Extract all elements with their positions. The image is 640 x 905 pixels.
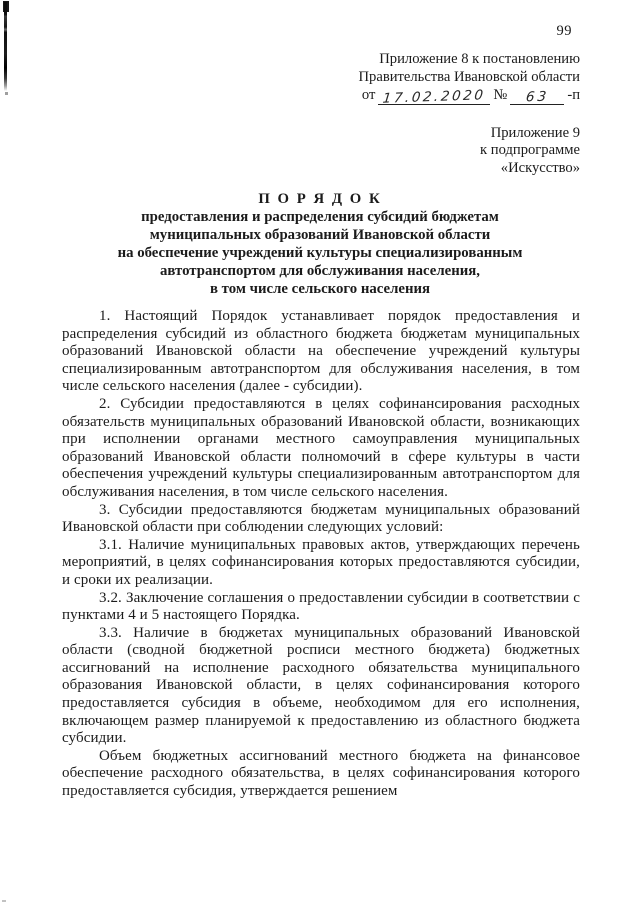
paragraph-2: 2. Субсидии предоставляются в целях софинансирования расходных обязательств муниципальных образований Ивановской области, возникающих при исполнении органами местного самоуправления муниципальных образований Ивановской области полномочий в сфере культуры в части обеспечения учреждений культуры специализированным автотранспортом для обслуживания населения, в том числе сельского населения. xyxy=(62,395,580,500)
number-sign: № xyxy=(493,87,508,103)
document-title xyxy=(60,190,580,298)
appendix8-line-1: Приложение 8 к постановлению xyxy=(379,51,580,67)
scan-artifact-dot xyxy=(5,92,8,95)
paragraph-3-3: 3.3. Наличие в бюджетах муниципальных образований Ивановской области (сводной бюджетной росписи местного бюджета) бюджетных ассигнований на исполнение расходного обязательства муниципального образования Ивановской области, в целях софинансирования которого предоставляется субсидия в объеме, необходимом для его исполнения, включающем размер планируемой к предоставлению из областного бюджета субсидии. xyxy=(62,624,580,747)
title-main: П О Р Я Д О К xyxy=(258,191,382,207)
handwritten-number: 63 xyxy=(524,88,550,105)
appendix9-line-2: к подпрограмме xyxy=(480,142,580,158)
paragraph-3-1: 3.1. Наличие муниципальных правовых актов, утверждающих перечень мероприятий, в целях софинансирования которых предоставляются субсидии, и сроки их реализации. xyxy=(62,536,580,588)
date-line xyxy=(359,87,580,105)
paragraph-3-2: 3.2. Заключение соглашения о предоставлении субсидии в соответствии с пунктами 4 и 5 настоящего Порядка. xyxy=(62,589,580,624)
paragraph-3-3-cont: Объем бюджетных ассигнований местного бюджета на финансовое обеспечение расходного обязательства, в целях софинансирования которого предоставляется субсидия, утверждается решением xyxy=(62,747,580,800)
handwritten-date: 17.02.2020 xyxy=(382,86,487,107)
date-suffix: -п xyxy=(567,87,580,103)
title-line-1: предоставления и распределения субсидий бюджетам xyxy=(141,209,499,225)
date-from-label: от xyxy=(361,87,376,103)
title-line-4: автотранспортом для обслуживания населения, xyxy=(159,263,481,279)
appendix9-line-3: «Искусство» xyxy=(500,159,580,176)
handwritten-date-slot xyxy=(378,86,490,107)
title-line-3: на обеспечение учреждений культуры специализированным xyxy=(117,245,523,261)
appendix-header xyxy=(359,51,580,177)
title-line-5: в том числе сельского населения xyxy=(209,281,431,297)
paragraph-1: 1. Настоящий Порядок устанавливает порядок предоставления и распределения субсидий из областного бюджета бюджетам муниципальных образований Ивановской области на обеспечение учреждений культуры специализированным автотранспортом для обслуживания населения, в том числе сельского населения (далее - субсидии). xyxy=(62,308,580,395)
appendix8-line-2: Правительства Ивановской области xyxy=(358,68,580,85)
subprogram-header xyxy=(359,125,580,178)
appendix9-line-1: Приложение 9 xyxy=(490,124,580,141)
paragraph-3: 3. Субсидии предоставляются бюджетам муниципальных образований Ивановской области при соблюдении следующих условий: xyxy=(62,501,580,536)
document-body xyxy=(62,308,580,801)
page-number: 99 xyxy=(556,23,572,39)
scan-artifact-line xyxy=(4,2,7,91)
scan-artifact-speck xyxy=(2,900,6,902)
title-line-2: муниципальных образований Ивановской области xyxy=(149,227,491,243)
handwritten-number-slot xyxy=(510,89,564,105)
